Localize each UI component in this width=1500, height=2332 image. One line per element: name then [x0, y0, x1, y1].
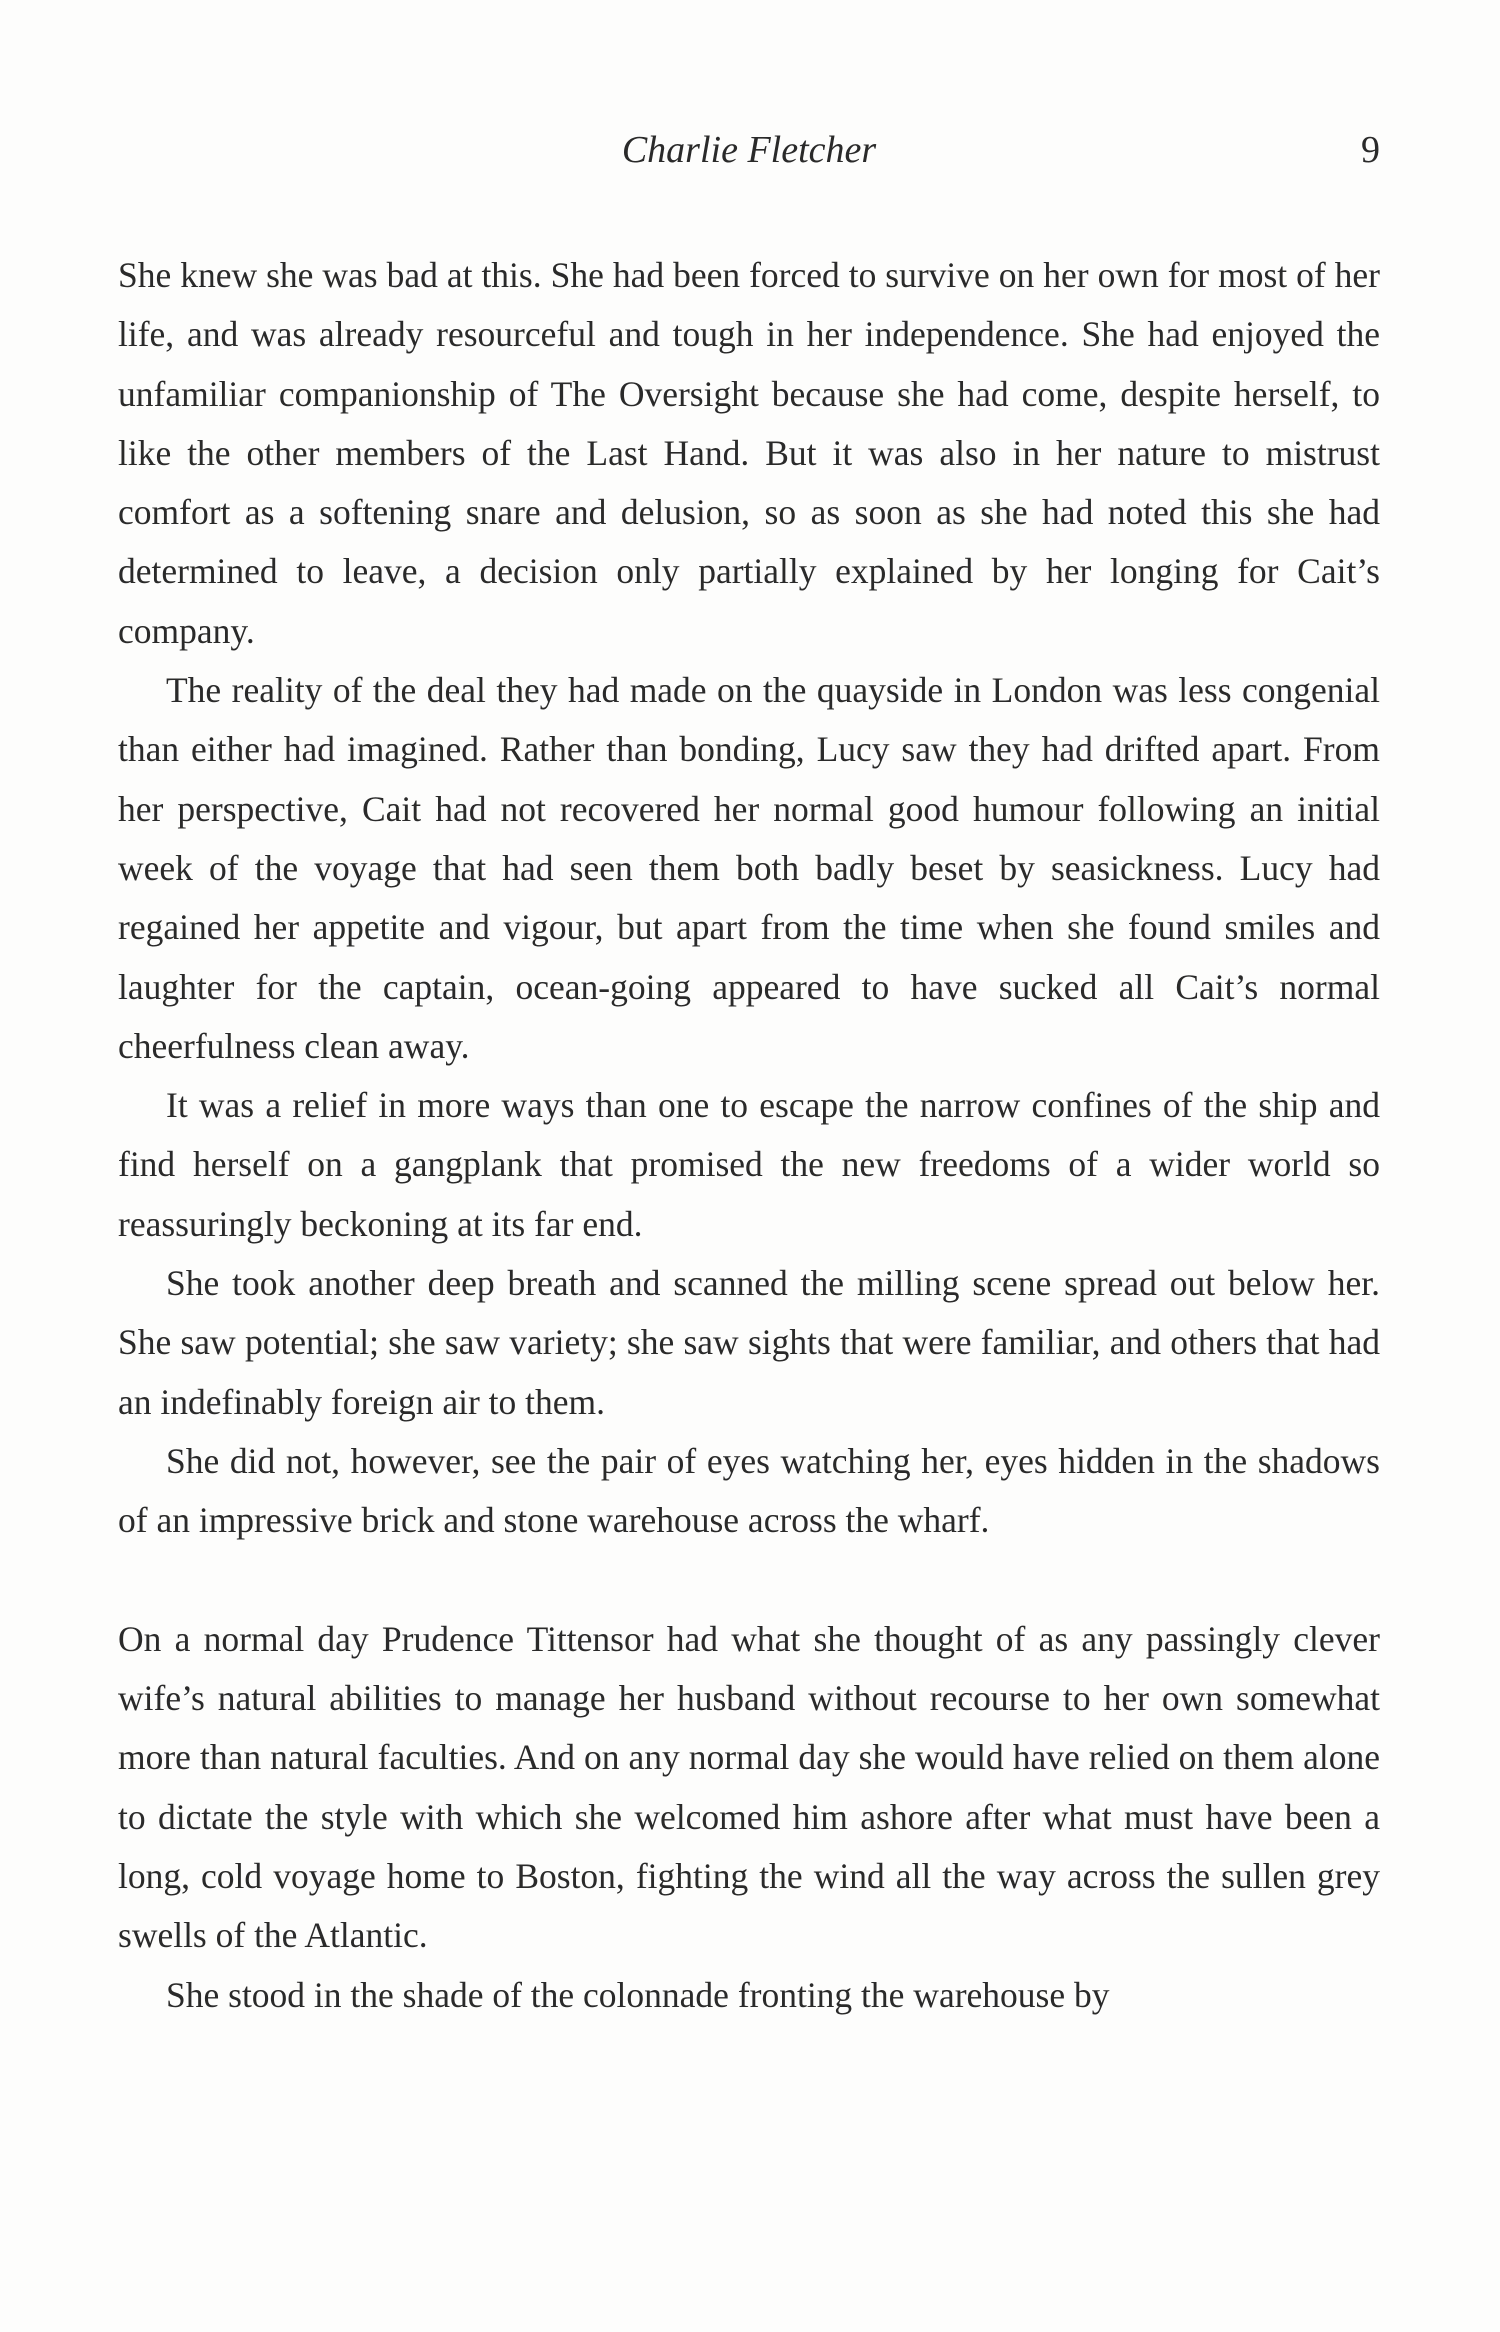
paragraph: She took another deep breath and scanned the milling scene spread out below her. She saw potential; she saw variety; she saw sights that were familiar, and others that had an indefinably foreign air to them.	[118, 1263, 1380, 1422]
paragraph: It was a relief in more ways than one to escape the narrow confines of the ship and find herself on a gangplank that promised the new freedoms of a wider world so reassuringly beckoning at its far end.	[118, 1085, 1380, 1244]
page-number: 9	[1361, 129, 1380, 171]
paragraph: She stood in the shade of the colonnade fronting the warehouse by	[166, 1974, 1110, 2015]
page-header	[118, 120, 1380, 180]
paragraph: The reality of the deal they had made on the quayside in London was less congenial than either had imagined. Rather than bonding, Lucy saw they had drifted apart. From her perspective, Cait had not recovered her normal good humour following an initial week of the voyage that had seen them both badly beset by seasickness. Lucy had regained her appetite and vigour, but apart from the time when she found smiles and laughter for the captain, ocean-going appeared to have sucked all Cait’s normal cheerfulness clean away.	[118, 670, 1380, 1066]
body-text	[118, 246, 1380, 2025]
running-head-author: Charlie Fletcher	[621, 129, 877, 171]
paragraph: She did not, however, see the pair of eyes watching her, eyes hidden in the shadows of an impressive brick and stone warehouse across the wharf.	[118, 1440, 1380, 1541]
paragraph: She knew she was bad at this. She had been forced to survive on her own for most of her life, and was already resourceful and tough in her independence. She had enjoyed the unfamiliar companionship of The Oversight because she had come, despite herself, to like the other members of the Last Hand. But it was also in her nature to mistrust comfort as a softening snare and delusion, so as soon as she had noted this she had determined to leave, a decision only partially explained by her longing for Cait’s company.	[118, 255, 1380, 651]
section-opening-paragraph: On a normal day Prudence Tittensor had what she thought of as any passingly clever wife’s natural abilities to manage her husband without recourse to her own somewhat more than natural faculties. And on any normal day she would have relied on them alone to dictate the style with which she welcomed him ashore after what must have been a long, cold voyage home to Boston, fighting the wind all the way across the sullen grey swells of the Atlantic.	[118, 1618, 1380, 1956]
